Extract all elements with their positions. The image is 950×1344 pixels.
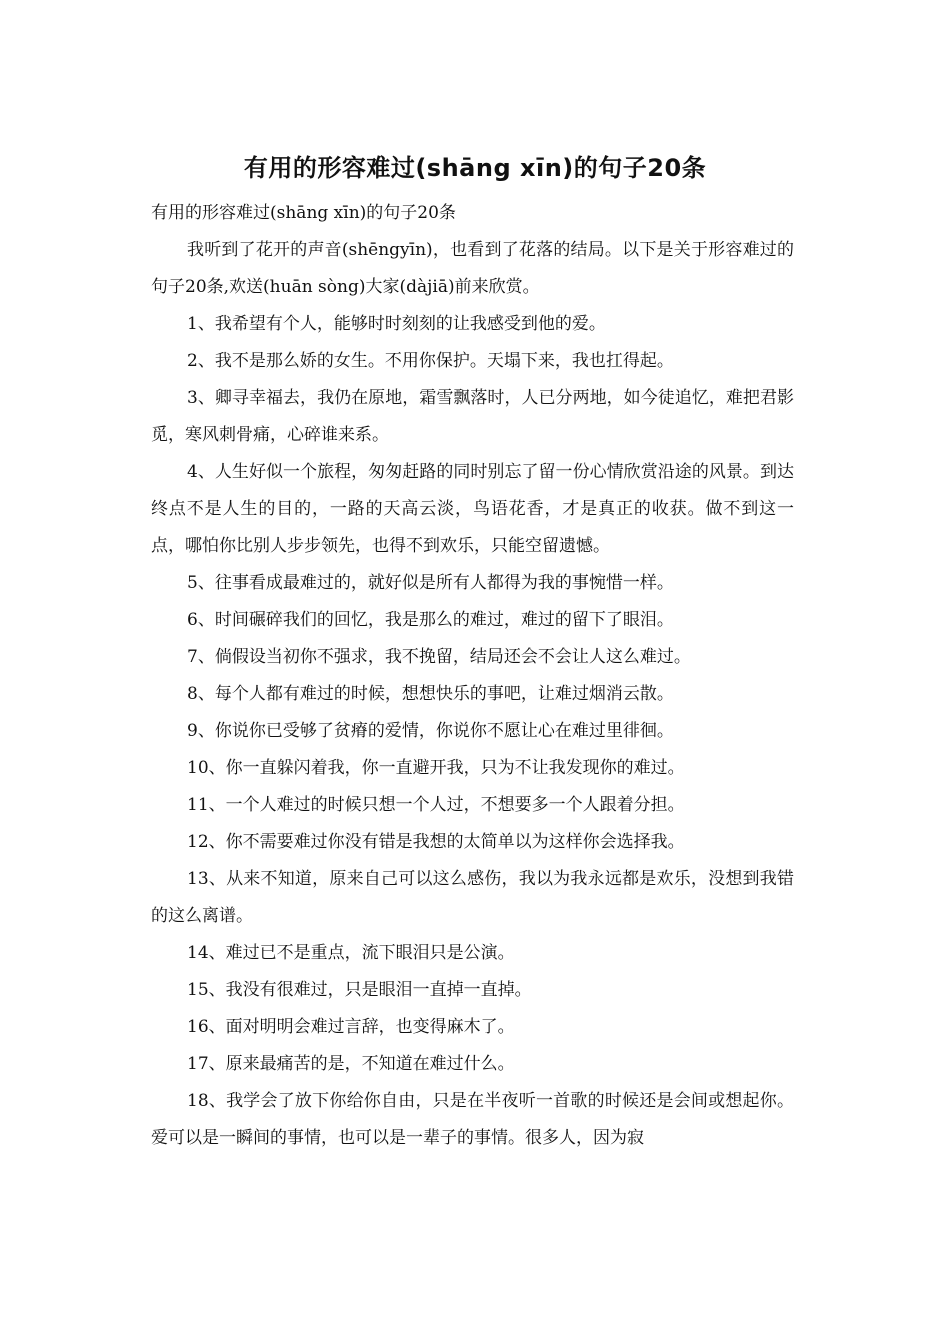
list-item: 10、你一直躲闪着我，你一直避开我，只为不让我发现你的难过。 (187, 758, 685, 778)
document-body (151, 195, 794, 1157)
list-item: 18、我学会了放下你给你自由，只是在半夜听一首歌的时候还是会间或想起你。爱可以是一瞬间的事情，也可以是一辈子的事情。很多人，因为寂 (151, 1091, 794, 1148)
list-item: 2、我不是那么娇的女生。不用你保护。天塌下来，我也扛得起。 (187, 351, 674, 371)
list-item: 9、你说你已受够了贫瘠的爱情，你说你不愿让心在难过里徘徊。 (187, 721, 674, 741)
list-item: 12、你不需要难过你没有错是我想的太简单以为这样你会选择我。 (187, 832, 685, 852)
document-title: 有用的形容难过(shāng xīn)的句子20条 (243, 154, 707, 182)
list-item: 4、人生好似一个旅程，匆匆赶路的同时别忘了留一份心情欣赏沿途的风景。到达终点不是人生的目的，一路的天高云淡，鸟语花香，才是真正的收获。做不到这一点，哪怕你比别人步步领先，也得不到欢乐，只能空留遗憾。 (151, 462, 794, 556)
list-item: 15、我没有很难过，只是眼泪一直掉一直掉。 (187, 980, 532, 1000)
list-item: 17、原来最痛苦的是，不知道在难过什么。 (187, 1054, 515, 1074)
list-item: 7、倘假设当初你不强求，我不挽留，结局还会不会让人这么难过。 (187, 647, 691, 667)
list-item: 3、卿寻幸福去，我仍在原地，霜雪飘落时，人已分两地，如今徒追忆，难把君影觅，寒风刺骨痛，心碎谁来系。 (151, 388, 794, 445)
list-item: 8、每个人都有难过的时候，想想快乐的事吧，让难过烟消云散。 (187, 684, 674, 704)
list-item: 1、我希望有个人，能够时时刻刻的让我感受到他的爱。 (187, 314, 606, 334)
list-item: 6、时间碾碎我们的回忆，我是那么的难过，难过的留下了眼泪。 (187, 610, 674, 630)
list-item: 14、难过已不是重点，流下眼泪只是公演。 (187, 943, 515, 963)
document-subtitle: 有用的形容难过(shāng xīn)的句子20条 (151, 203, 456, 223)
list-item: 5、往事看成最难过的，就好似是所有人都得为我的事惋惜一样。 (187, 573, 674, 593)
list-item: 11、一个人难过的时候只想一个人过，不想要多一个人跟着分担。 (187, 795, 685, 815)
intro-paragraph: 我听到了花开的声音(shēngyīn)，也看到了花落的结局。以下是关于形容难过的句子20条,欢送(huān sòng)大家(dàjiā)前来欣赏。 (151, 240, 794, 297)
list-item: 13、从来不知道，原来自己可以这么感伤，我以为我永远都是欢乐，没想到我错的这么离谱。 (151, 869, 794, 926)
list-item: 16、面对明明会难过言辞，也变得麻木了。 (187, 1017, 515, 1037)
